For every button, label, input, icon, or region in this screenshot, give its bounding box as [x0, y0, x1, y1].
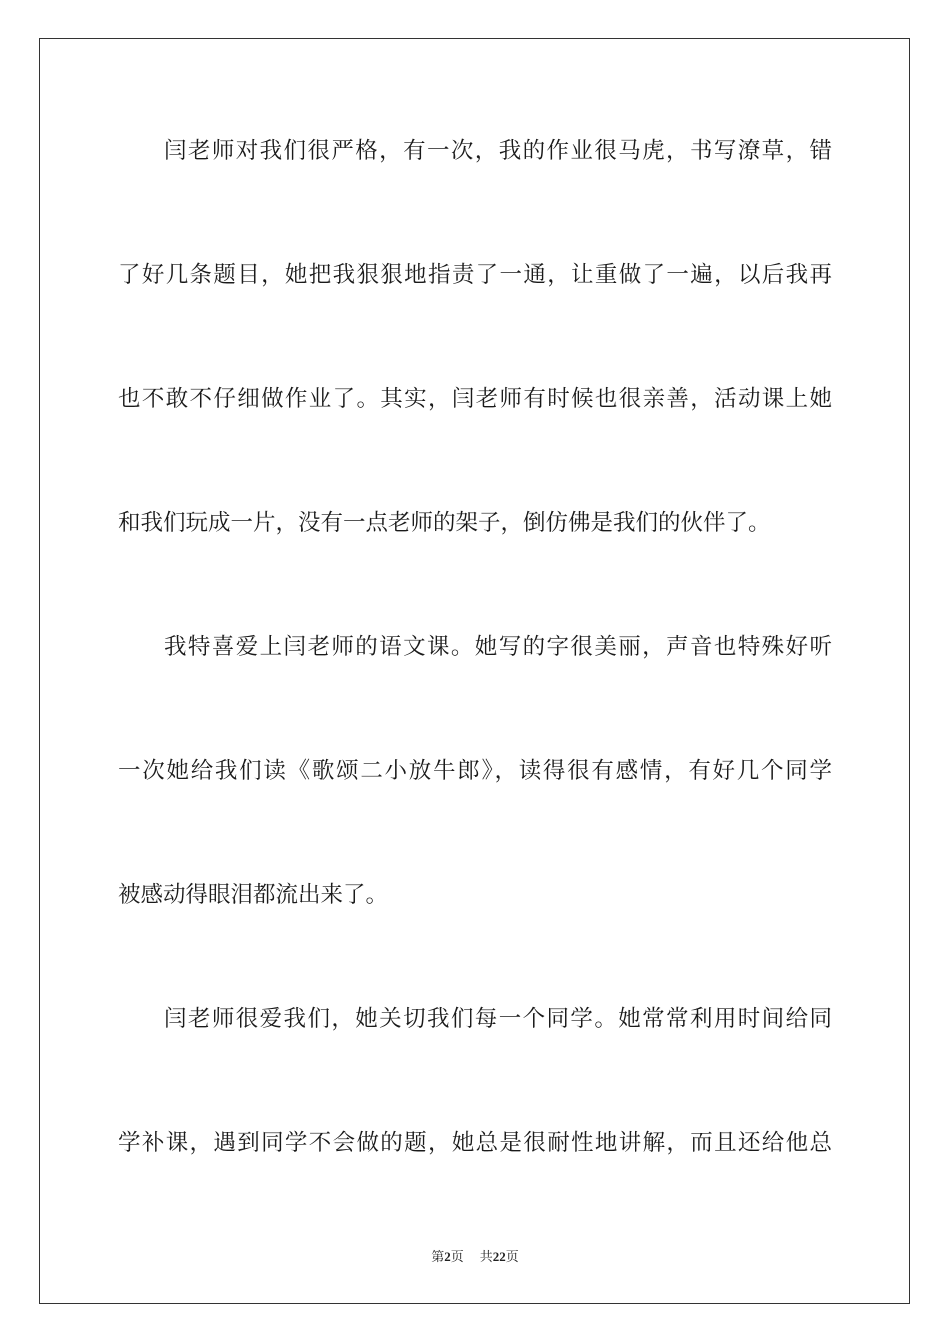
paragraph-2-line-2: 一次她给我们读《歌颂二小放牛郎》，读得很有感情，有好几个同学	[118, 758, 832, 784]
paragraph-2-line-1: 我特喜爱上闫老师的语文课。她写的字很美丽，声音也特殊好听	[164, 634, 832, 660]
paragraph-1-line-4: 和我们玩成一片，没有一点老师的架子，倒仿佛是我们的伙伴了。	[118, 510, 771, 536]
page-border	[39, 38, 910, 1304]
paragraph-3-line-2: 学补课，遇到同学不会做的题，她总是很耐性地讲解，而且还给他总	[118, 1130, 832, 1156]
paragraph-2-line-3: 被感动得眼泪都流出来了。	[118, 882, 389, 908]
paragraph-1-line-3: 也不敢不仔细做作业了。其实，闫老师有时候也很亲善，活动课上她	[118, 386, 832, 412]
page-footer	[0, 1248, 950, 1267]
paragraph-3-line-1: 闫老师很爱我们，她关切我们每一个同学。她常常利用时间给同	[164, 1006, 832, 1032]
page-number: 第2页	[431, 1249, 464, 1265]
paragraph-1-line-2: 了好几条题目，她把我狠狠地指责了一通，让重做了一遍，以后我再	[118, 262, 832, 288]
page-total: 共22页	[479, 1249, 519, 1265]
paragraph-1-line-1: 闫老师对我们很严格，有一次，我的作业很马虎，书写潦草，错	[164, 138, 832, 164]
